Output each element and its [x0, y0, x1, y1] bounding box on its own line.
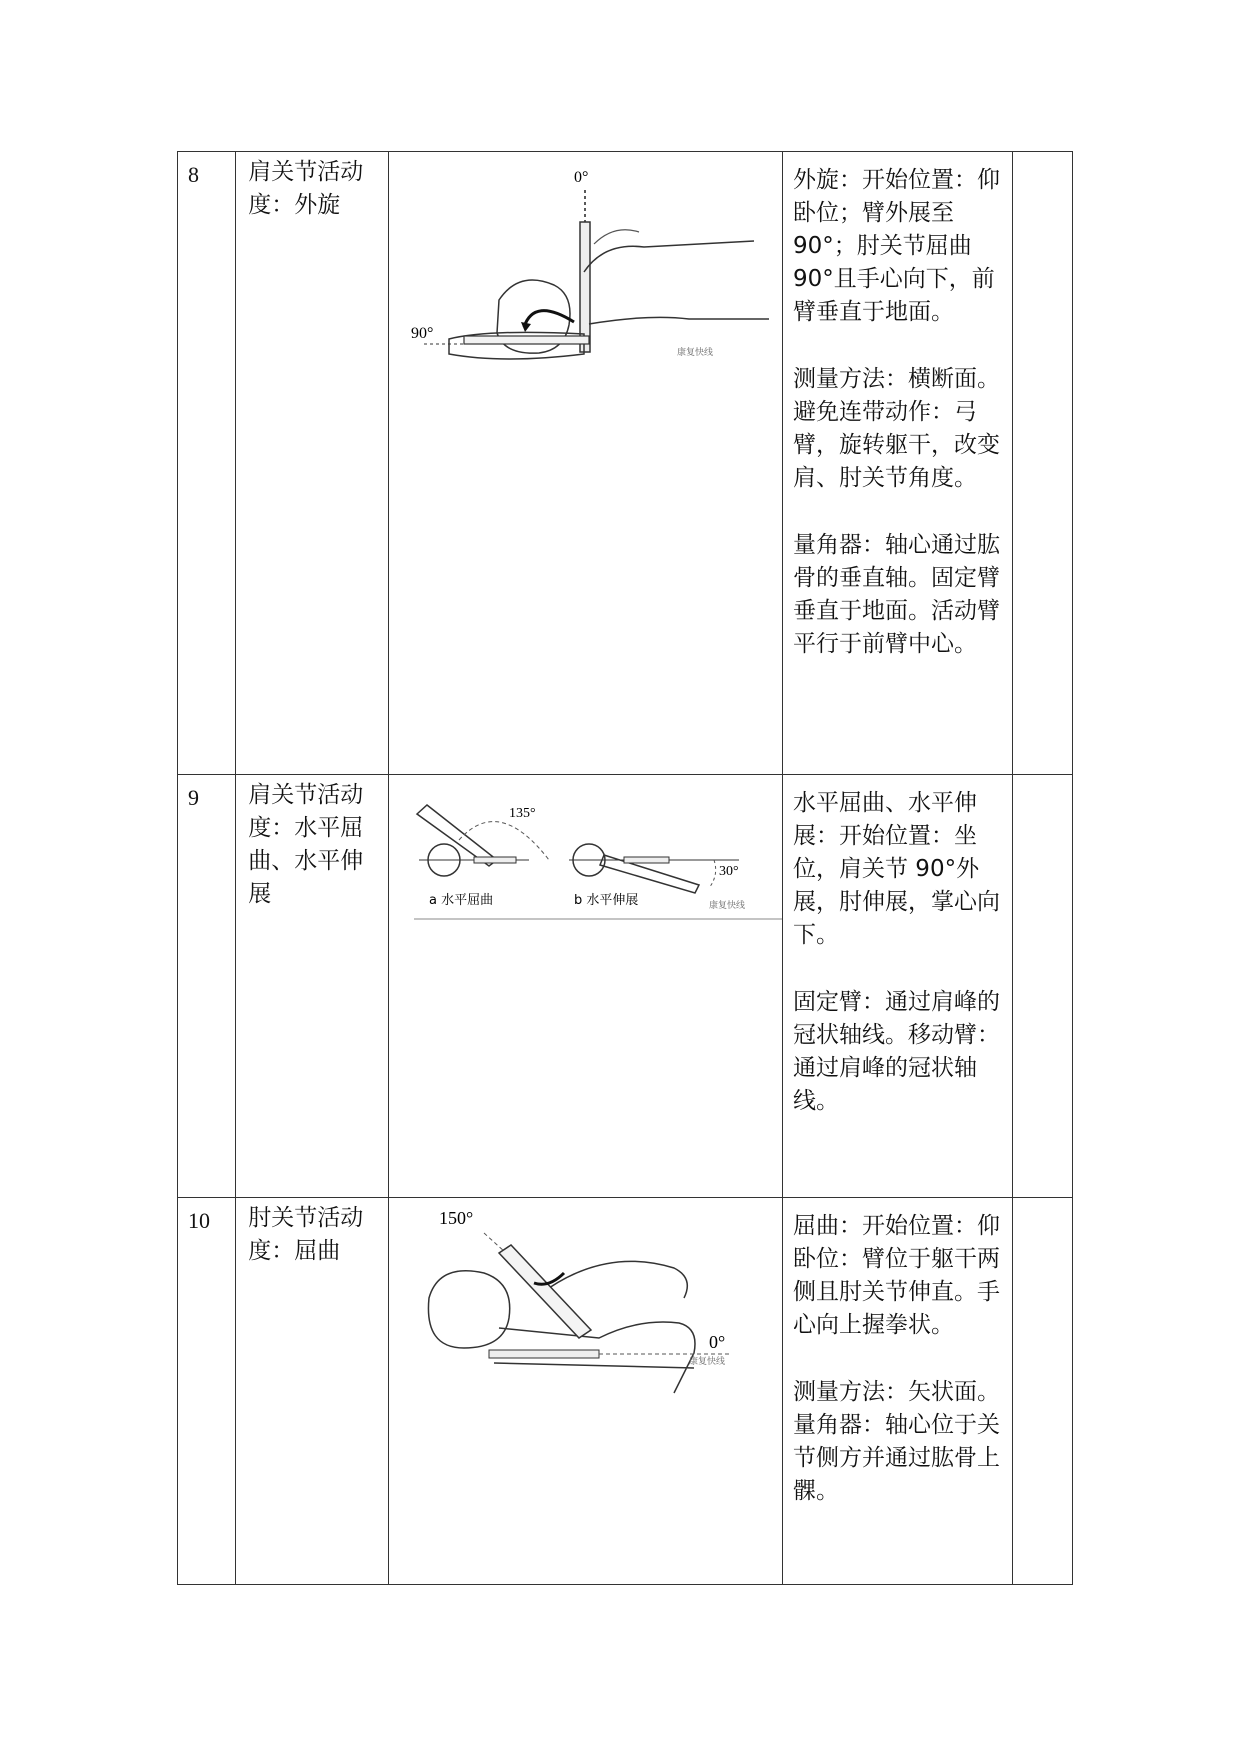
table-row [178, 152, 1073, 775]
description-cell [783, 1198, 1013, 1585]
angle-label-a: 135° [508, 806, 536, 821]
figure-cell [388, 152, 782, 775]
figure-cell [388, 1198, 782, 1585]
shoulder-external-rotation-figure [389, 152, 782, 774]
row-number: 10 [178, 1198, 236, 1585]
empty-cell [1012, 152, 1072, 775]
row-title: 肩关节活动度：外旋 [236, 152, 389, 775]
empty-cell [1012, 775, 1072, 1198]
paragraph: 外旋：开始位置：仰卧位；臂外展至90°；肘关节屈曲90°且手心向下，前臂垂直于地面。 [793, 167, 1000, 325]
empty-cell [1012, 1198, 1072, 1585]
paragraph: 屈曲：开始位置：仰卧位：臂位于躯干两侧且肘关节伸直。手心向上握拳状。 [793, 1213, 1000, 1338]
row-number: 9 [178, 775, 236, 1198]
watermark: 康复快线 [688, 1357, 725, 1367]
paragraph: 测量方法：横断面。避免连带动作：弓臂，旋转躯干，改变肩、肘关节角度。 [793, 366, 1000, 491]
description-cell [783, 152, 1013, 775]
row-number: 8 [178, 152, 236, 775]
row-title: 肩关节活动度：水平屈曲、水平伸展 [236, 775, 389, 1198]
paragraph: 固定臂：通过肩峰的冠状轴线。移动臂：通过肩峰的冠状轴线。 [793, 989, 1000, 1114]
table-row [178, 1198, 1073, 1585]
caption-b: b 水平伸展 [573, 893, 639, 908]
shoulder-horizontal-flexion-figure [389, 775, 782, 1197]
row-title: 肘关节活动度：屈曲 [236, 1198, 389, 1585]
table-row [178, 775, 1073, 1198]
angle-label-right: 0° [708, 1332, 725, 1352]
angle-label-b: 30° [718, 864, 739, 879]
watermark: 康复快线 [708, 901, 745, 911]
paragraph: 水平屈曲、水平伸展：开始位置：坐位，肩关节 90°外展，肘伸展，掌心向下。 [793, 790, 1000, 948]
figure-cell [388, 775, 782, 1198]
description-cell [783, 775, 1013, 1198]
paragraph: 测量方法：矢状面。量角器：轴心位于关节侧方并通过肱骨上髁。 [793, 1379, 1000, 1504]
angle-label-left: 90° [410, 325, 434, 342]
angle-label-top: 150° [438, 1208, 473, 1228]
watermark: 康复快线 [676, 348, 713, 358]
elbow-flexion-figure [389, 1198, 782, 1584]
paragraph: 量角器：轴心通过肱骨的垂直轴。固定臂垂直于地面。活动臂平行于前臂中心。 [793, 532, 1000, 657]
rom-table [177, 151, 1073, 1585]
angle-label-top: 0° [573, 169, 589, 186]
caption-a: a 水平屈曲 [428, 893, 493, 908]
